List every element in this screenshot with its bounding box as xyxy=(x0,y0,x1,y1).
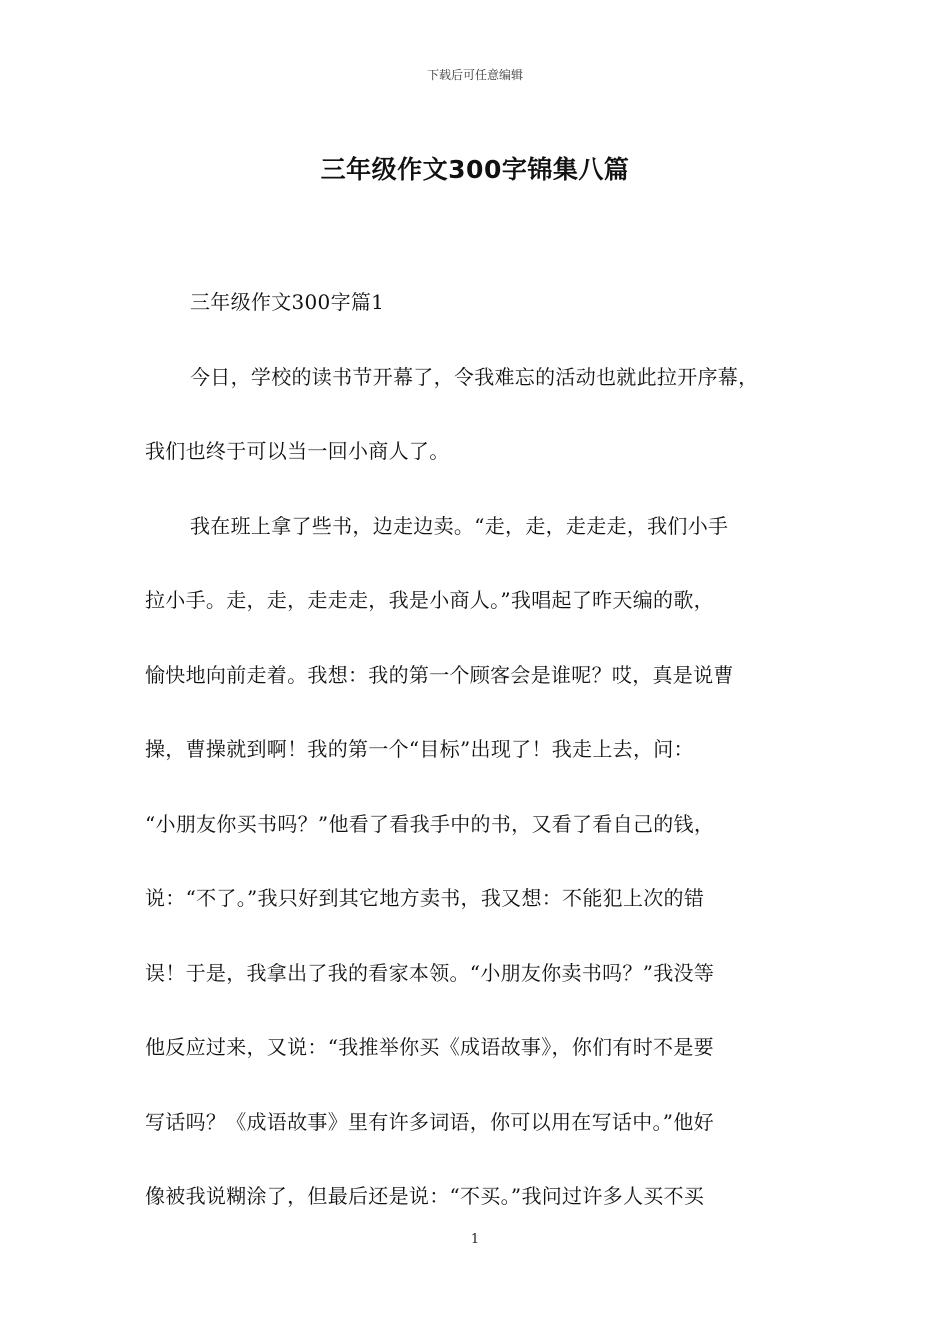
paragraph-line: 写话吗？《成语故事》里有许多词语，你可以用在写话中。”他好 xyxy=(145,1110,714,1134)
paragraph-line: 他反应过来，又说：“我推举你买《成语故事》，你们有时不是要 xyxy=(145,1035,714,1059)
paragraph-line: 愉快地向前走着。我想：我的第一个顾客会是谁呢？哎，真是说曹 xyxy=(145,663,734,687)
paragraph-line: 今日，学校的读书节开幕了，令我难忘的活动也就此拉开序幕， xyxy=(190,365,759,389)
paragraph-line: 像被我说糊涂了，但最后还是说：“不买。”我问过许多人买不买 xyxy=(145,1184,705,1208)
document-title: 三年级作文300字锦集八篇 xyxy=(320,155,630,184)
paragraph-line: “小朋友你买书吗？”他看了看我手中的书，又看了看自己的钱， xyxy=(145,812,715,836)
paragraph-line: 误！于是，我拿出了我的看家本领。“小朋友你卖书吗？”我没等 xyxy=(145,961,715,985)
paragraph-line: 我在班上拿了些书，边走边卖。“走，走，走走走，我们小手 xyxy=(190,514,729,538)
paragraph-line: 我们也终于可以当一回小商人了。 xyxy=(145,439,450,463)
section-heading: 三年级作文300字篇1 xyxy=(190,290,385,314)
paragraph-line: 操，曹操就到啊！我的第一个“目标”出现了！我走上去，问： xyxy=(145,737,694,761)
page-header: 下载后可任意编辑 xyxy=(426,68,523,82)
page-number: 1 xyxy=(470,1232,480,1247)
paragraph-line: 说：“不了。”我只好到其它地方卖书，我又想：不能犯上次的错 xyxy=(145,886,705,910)
paragraph-line: 拉小手。走，走，走走走，我是小商人。”我唱起了昨天编的歌， xyxy=(145,588,714,612)
